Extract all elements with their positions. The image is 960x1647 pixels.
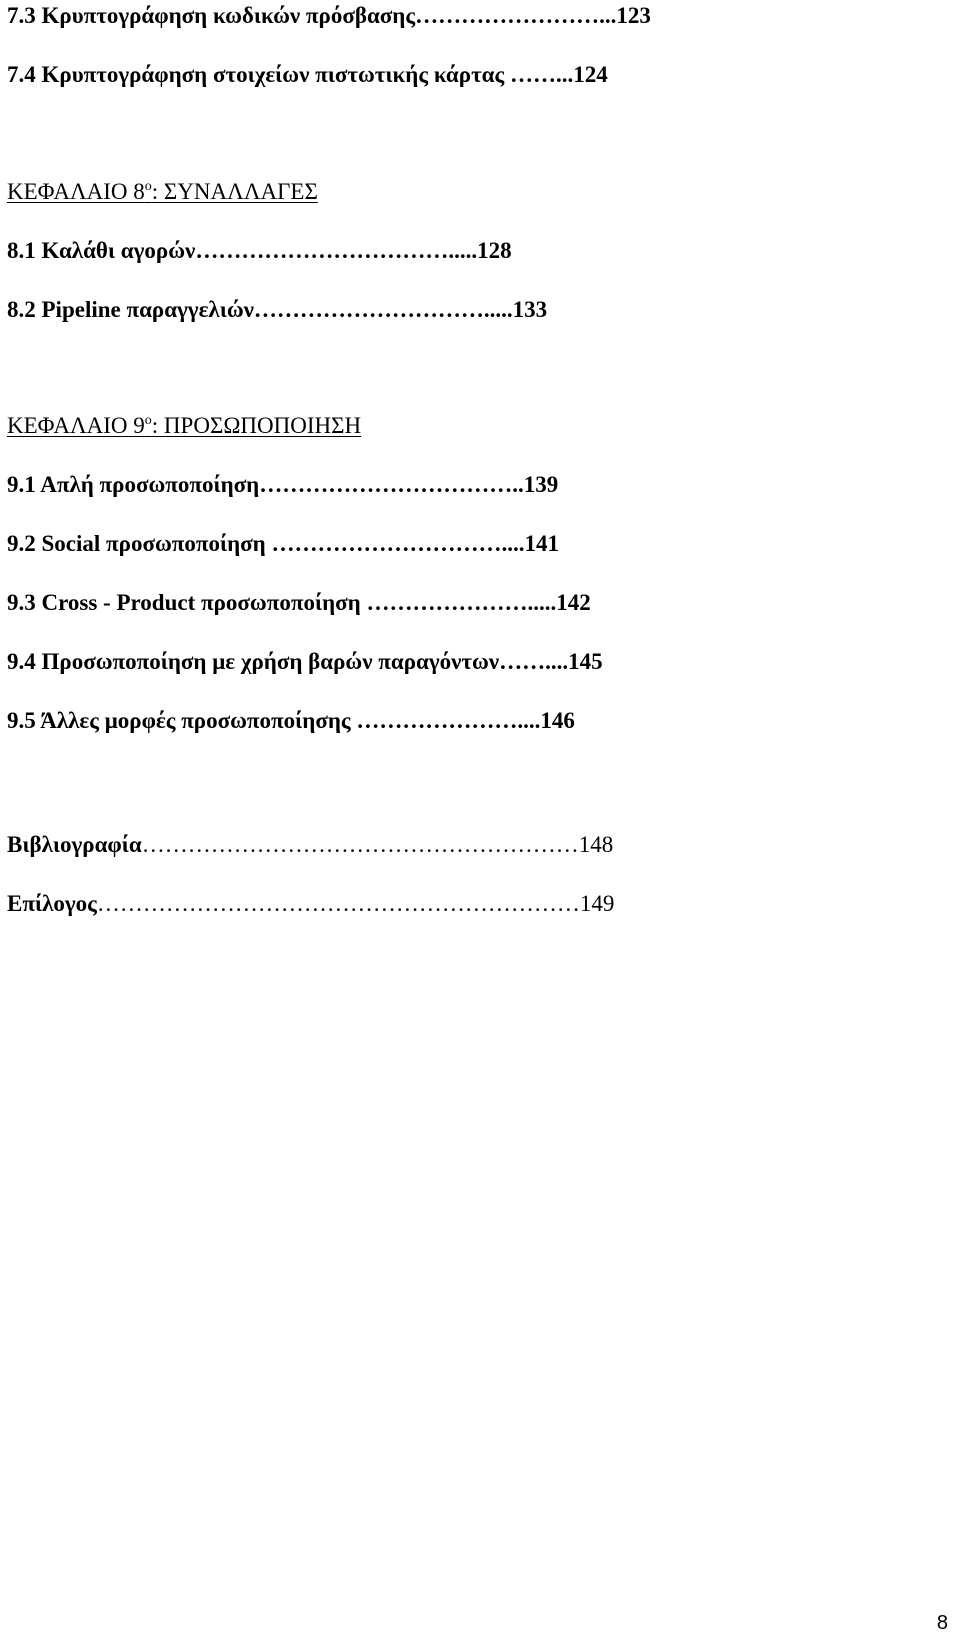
toc-leader: …………………………..... bbox=[253, 297, 513, 322]
toc-leader: ……………………... bbox=[415, 3, 617, 28]
toc-leader: ……………………………………………………… bbox=[96, 891, 580, 916]
toc-entry-label: Επίλογος bbox=[7, 891, 97, 916]
toc-entry-epilogue[interactable] bbox=[7, 890, 614, 918]
toc-page-number: 123 bbox=[616, 3, 651, 28]
toc-page-number: 128 bbox=[477, 238, 512, 263]
toc-entry-label: Βιβλιογραφία bbox=[7, 832, 142, 857]
toc-entry-9-4[interactable] bbox=[7, 648, 603, 676]
chapter-heading-prefix: ΚΕΦΑΛΑΙΟ 8 bbox=[7, 179, 145, 204]
chapter-heading-9[interactable] bbox=[7, 412, 361, 440]
toc-entry-label: 9.1 Απλή προσωποποίηση bbox=[7, 472, 260, 497]
chapter-heading-superscript: ο bbox=[144, 413, 152, 428]
toc-entry-label: 9.5 Άλλες μορφές προσωποποίησης bbox=[7, 708, 351, 733]
toc-entry-label: 7.3 Κρυπτογράφηση κωδικών πρόσβασης bbox=[7, 3, 416, 28]
toc-leader: ………………………………………………… bbox=[141, 832, 579, 857]
toc-entry-8-1[interactable] bbox=[7, 237, 512, 265]
toc-leader: ……... bbox=[504, 62, 574, 87]
toc-page-number: 146 bbox=[540, 708, 575, 733]
toc-entry-9-1[interactable] bbox=[7, 471, 558, 499]
chapter-heading-title: : ΣΥΝΑΛΛΑΓΕΣ bbox=[151, 179, 318, 204]
toc-leader: ……………………………..... bbox=[195, 238, 478, 263]
toc-entry-8-2[interactable] bbox=[7, 296, 547, 324]
toc-entry-label: 9.2 Social προσωποποίηση bbox=[7, 531, 266, 556]
toc-entry-label: 7.4 Κρυπτογράφηση στοιχείων πιστωτικής κάρτας bbox=[7, 62, 505, 87]
toc-entry-9-2[interactable] bbox=[7, 530, 559, 558]
toc-page-number: 133 bbox=[512, 297, 548, 322]
toc-page-number: 149 bbox=[579, 891, 615, 916]
toc-leader: …….... bbox=[499, 649, 569, 674]
toc-entry-bibliography[interactable] bbox=[7, 831, 613, 859]
toc-entry-label: 9.4 Προσωποποίηση με χρήση βαρών παραγόντων bbox=[7, 649, 500, 674]
toc-page-number: 139 bbox=[523, 472, 559, 497]
toc-entry-9-5[interactable] bbox=[7, 707, 575, 735]
toc-page-number: 145 bbox=[568, 649, 603, 674]
toc-page-number: 141 bbox=[524, 531, 559, 556]
toc-entry-7-4[interactable] bbox=[7, 61, 608, 89]
toc-entry-9-3[interactable] bbox=[7, 589, 591, 617]
toc-page-number: 148 bbox=[578, 832, 614, 857]
page-number: 8 bbox=[936, 1612, 948, 1634]
toc-page-number: 124 bbox=[573, 62, 608, 87]
toc-entry-label: 9.3 Cross - Product προσωποποίηση bbox=[7, 590, 361, 615]
chapter-heading-superscript: ο bbox=[144, 179, 152, 194]
toc-entry-7-3[interactable] bbox=[7, 2, 651, 30]
chapter-heading-title: : ΠΡΟΣΩΠΟΠΟΙΗΣΗ bbox=[151, 413, 362, 438]
toc-leader: ………………………….... bbox=[265, 531, 525, 556]
toc-entry-label: 8.1 Καλάθι αγορών bbox=[7, 238, 196, 263]
toc-entry-label: 8.2 Pipeline παραγγελιών bbox=[7, 297, 254, 322]
toc-leader: ………………….... bbox=[350, 708, 541, 733]
chapter-heading-8[interactable] bbox=[7, 178, 318, 206]
toc-leader: …………………………….. bbox=[259, 472, 524, 497]
toc-leader: …………………..... bbox=[360, 590, 557, 615]
chapter-heading-prefix: ΚΕΦΑΛΑΙΟ 9 bbox=[7, 413, 145, 438]
toc-page-number: 142 bbox=[556, 590, 591, 615]
